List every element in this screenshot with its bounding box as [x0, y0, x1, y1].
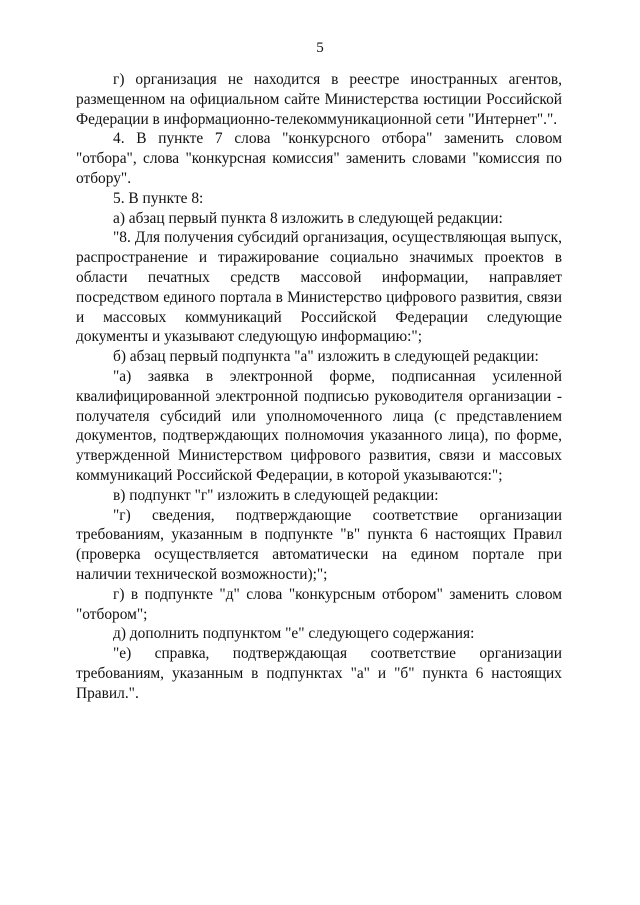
- paragraph-sub-g: г) в подпункте "д" слова "конкурсным отбором" заменить словом "отбором";: [76, 585, 562, 623]
- paragraph-point-4: 4. В пункте 7 слова "конкурсного отбора" заменить словом "отбора", слова "конкурсная комиссия" заменить словами "комиссия по отбору".: [76, 130, 562, 187]
- paragraph-certificate-text: "е) справка, подтверждающая соответствие организации требованиям, указанным в подпунктах "а" и "б" пункта 6 настоящих Правил.".: [76, 645, 562, 702]
- paragraph-info-text: "г) сведения, подтверждающие соответствие организации требованиям, указанным в подпункте "в" пункта 6 настоящих Правил (проверка осуществляется автоматически на едином портале при наличии технической возможности);";: [76, 506, 562, 583]
- paragraph-application-text: "а) заявка в электронной форме, подписанная усиленной квалифицированной электронной подписью руководителя организации - получателя субсидий или уполномоченного лица (с представлением документов, подтверждающих полномочия указанного лица), по форме, утвержденной Министерством цифрового развития, связи и массовых коммуникаций Российской Федерации, в которой указываются:";: [76, 367, 562, 484]
- paragraph-item-g-foreign-agents: г) организация не находится в реестре иностранных агентов, размещенном на официальном сайте Министерства юстиции Российской Федерации в информационно-телекоммуникационной сети "Интернет".".: [76, 71, 562, 128]
- paragraph-sub-b: б) абзац первый подпункта "а" изложить в следующей редакции:: [113, 348, 539, 366]
- document-body: [76, 70, 562, 704]
- paragraph-sub-d: д) дополнить подпунктом "е" следующего содержания:: [113, 625, 475, 643]
- paragraph-sub-v: в) подпункт "г" изложить в следующей редакции:: [113, 486, 439, 504]
- paragraph-point-5: 5. В пункте 8:: [113, 189, 204, 207]
- paragraph-point-8-text: "8. Для получения субсидий организация, осуществляющая выпуск, распространение и тиражирование социально значимых проектов в области печатных средств массовой информации, направляет посредством единого портала в Министерство цифрового развития, связи и массовых коммуникаций Российской Федерации следующие документы и указывают следующую информацию:";: [76, 229, 562, 346]
- page-number: 5: [316, 40, 324, 56]
- paragraph-sub-a: а) абзац первый пункта 8 изложить в следующей редакции:: [113, 209, 503, 227]
